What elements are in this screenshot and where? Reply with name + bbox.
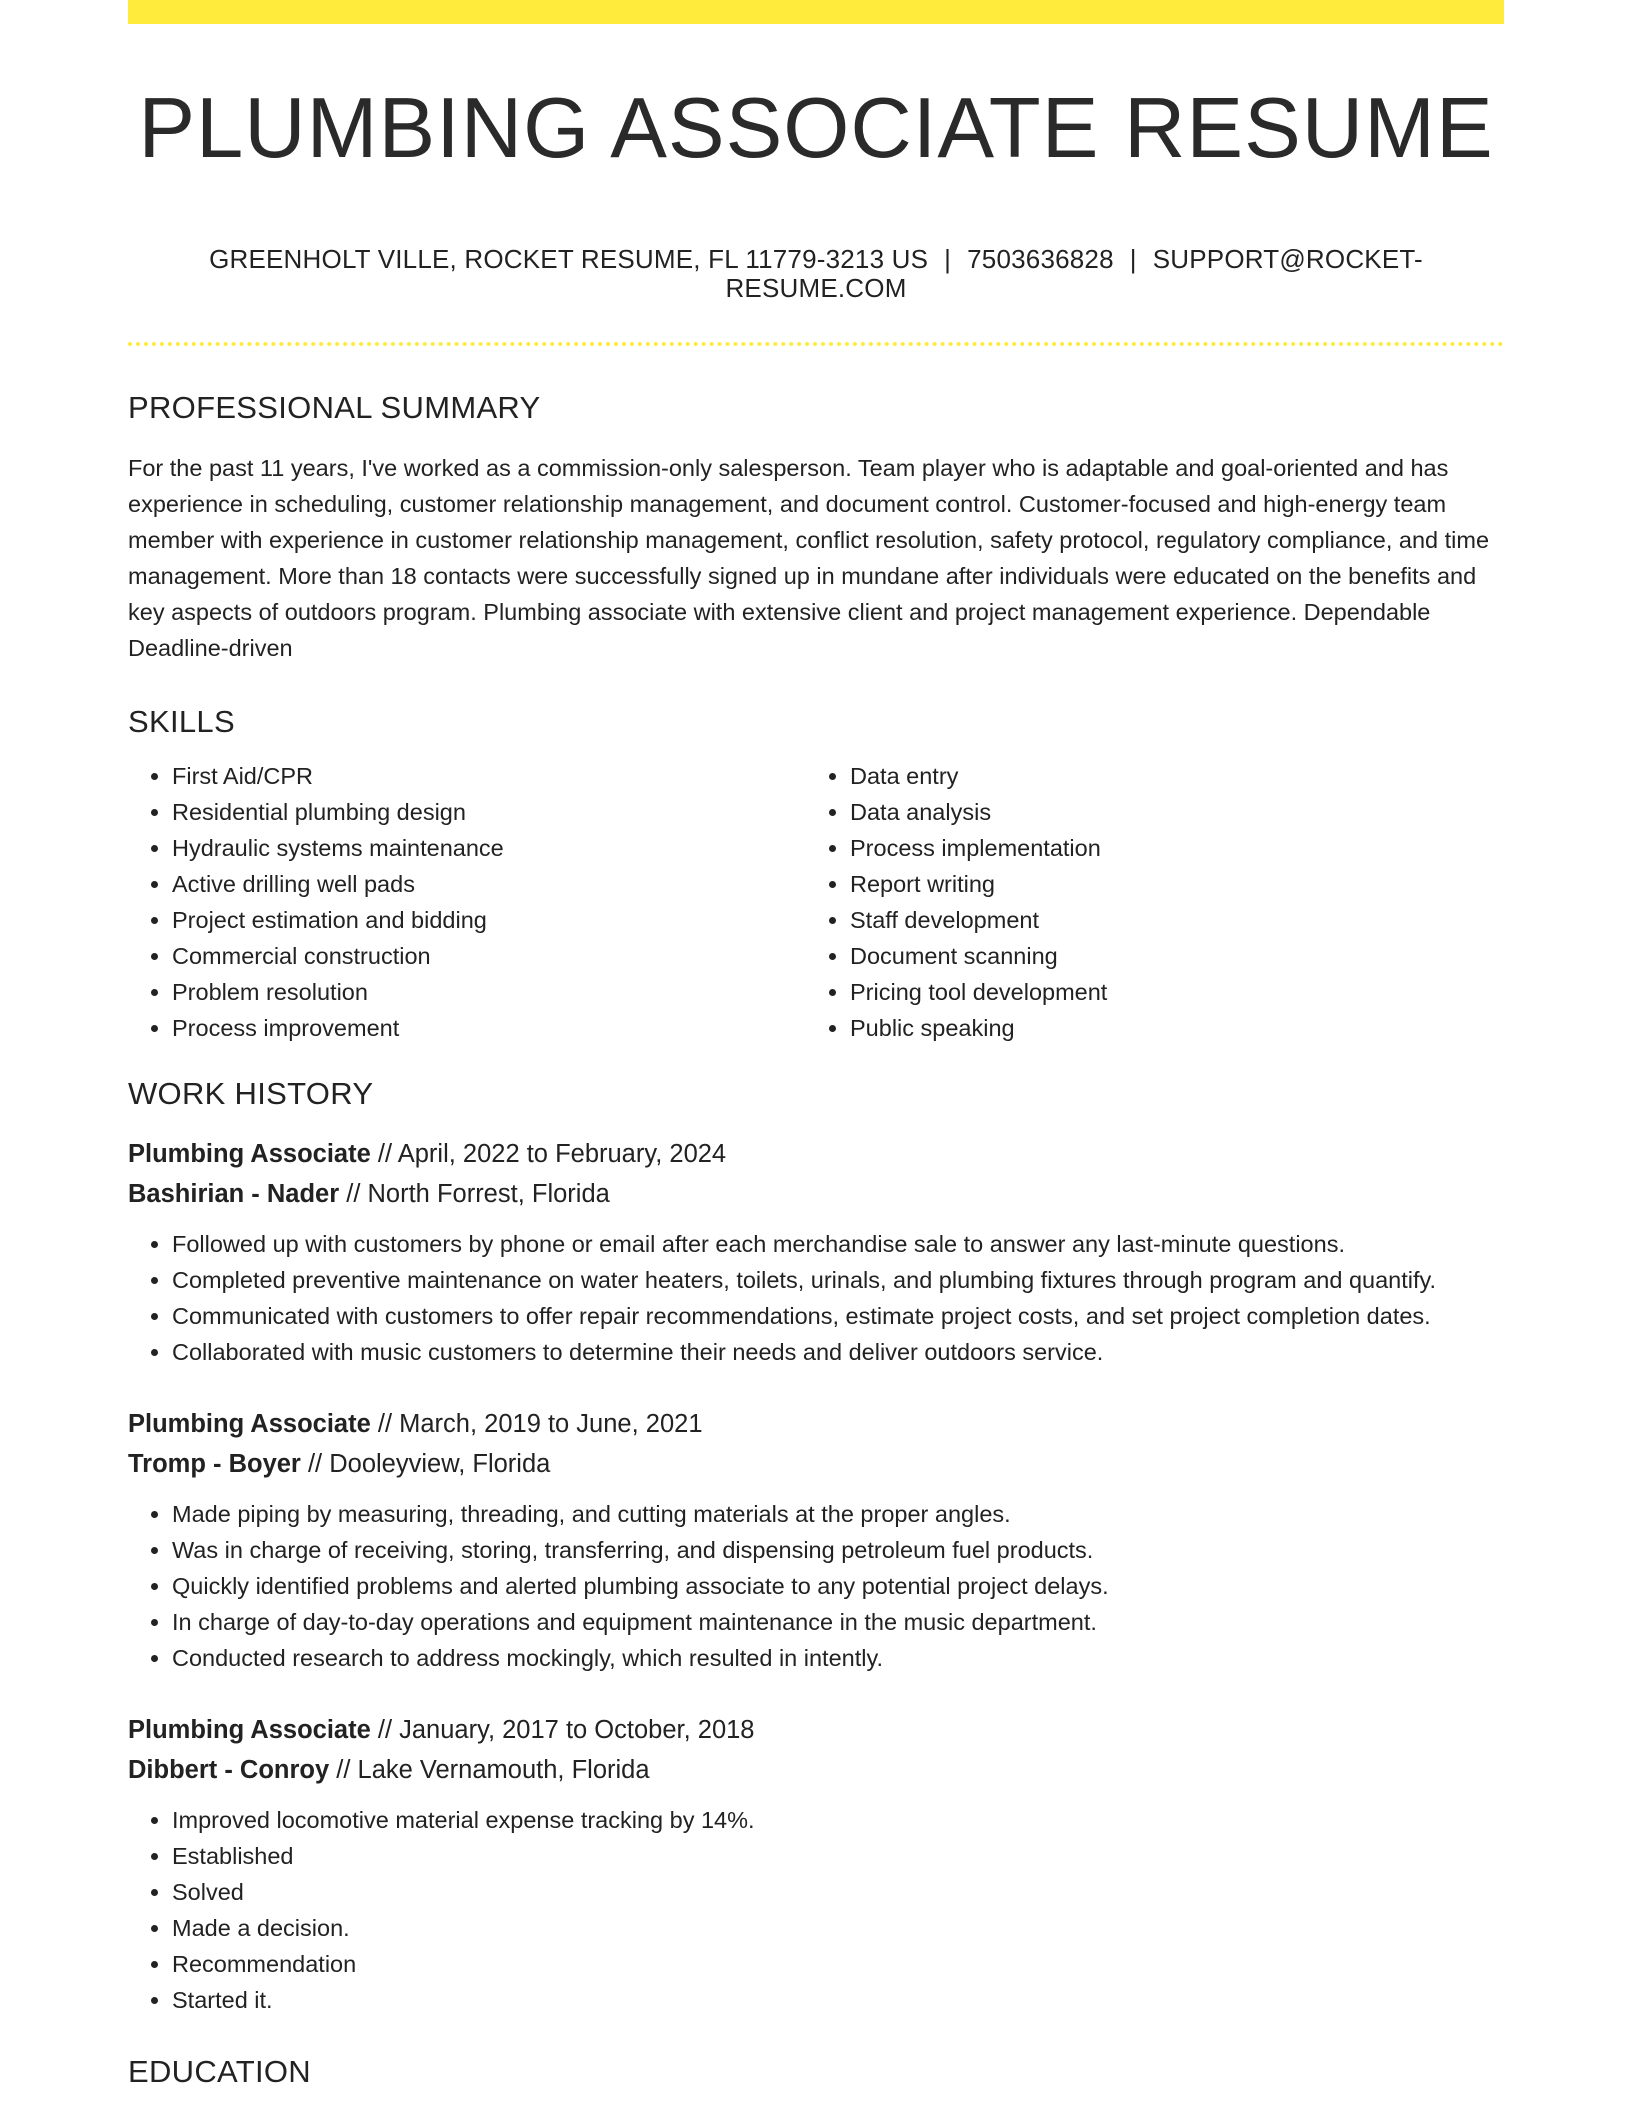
job-bullets (128, 1496, 1504, 1676)
summary-heading: PROFESSIONAL SUMMARY (128, 390, 541, 426)
job-title: Plumbing Associate (128, 1716, 371, 1745)
skill-item: • Project estimation and bidding (172, 902, 806, 938)
education-heading: EDUCATION (128, 2054, 311, 2090)
top-accent-bar (128, 0, 1504, 24)
skill-item: • First Aid/CPR (172, 758, 806, 794)
skills-right-list (806, 758, 1484, 1046)
job-bullet: • Solved (172, 1874, 1504, 1910)
job-bullet: • Made piping by measuring, threading, and cutting materials at the proper angles. (172, 1496, 1504, 1532)
contact-separator: | (1129, 244, 1137, 274)
job-location: // Lake Vernamouth, Florida (336, 1756, 650, 1785)
contact-separator: | (944, 244, 952, 274)
skill-item: • Data entry (850, 758, 1484, 794)
job-location: // North Forrest, Florida (346, 1180, 610, 1209)
job-dates: // January, 2017 to October, 2018 (377, 1716, 755, 1745)
skill-item: • Data analysis (850, 794, 1484, 830)
contact-phone: 7503636828 (967, 244, 1114, 274)
job-bullets (128, 1226, 1504, 1370)
resume-page (128, 0, 1504, 2090)
resume-title: PLUMBING ASSOCIATE RESUME (138, 81, 1494, 176)
job-bullet: • Started it. (172, 1982, 1504, 2018)
job-company: Dibbert - Conroy (128, 1756, 330, 1785)
job-company-line (128, 1444, 1504, 1484)
skill-item: • Process improvement (172, 1010, 806, 1046)
dotted-divider (128, 342, 1504, 346)
skill-item: • Hydraulic systems maintenance (172, 830, 806, 866)
skill-item: • Commercial construction (172, 938, 806, 974)
contact-line (128, 245, 1504, 302)
job-bullet: • Communicated with customers to offer repair recommendations, estimate project costs, and set project completion dates. (172, 1298, 1504, 1334)
skill-item: • Public speaking (850, 1010, 1484, 1046)
job-entry (128, 1134, 1504, 1370)
skill-item: • Staff development (850, 902, 1484, 938)
skills-left-list (128, 758, 806, 1046)
job-title-line (128, 1710, 1504, 1750)
contact-email: SUPPORT@ROCKET-RESUME.COM (725, 244, 1423, 303)
skills-heading: SKILLS (128, 704, 235, 740)
job-bullets (128, 1802, 1504, 2018)
job-company: Tromp - Boyer (128, 1450, 301, 1479)
work-history-heading: WORK HISTORY (128, 1076, 374, 1112)
job-bullet: • Recommendation (172, 1946, 1504, 1982)
contact-address: GREENHOLT VILLE, ROCKET RESUME, FL 11779-3213 US (209, 244, 929, 274)
job-title-line (128, 1134, 1504, 1174)
skill-item: • Pricing tool development (850, 974, 1484, 1010)
job-dates: // March, 2019 to June, 2021 (377, 1410, 703, 1439)
job-bullet: • Made a decision. (172, 1910, 1504, 1946)
job-entry (128, 1710, 1504, 2018)
job-bullet: • Completed preventive maintenance on water heaters, toilets, urinals, and plumbing fixtures through program and quantify. (172, 1262, 1504, 1298)
skill-item: • Problem resolution (172, 974, 806, 1010)
job-bullet: • Followed up with customers by phone or email after each merchandise sale to answer any last-minute questions. (172, 1226, 1504, 1262)
skill-item: • Residential plumbing design (172, 794, 806, 830)
job-bullet: • Quickly identified problems and alerted plumbing associate to any potential project delays. (172, 1568, 1504, 1604)
skill-item: • Active drilling well pads (172, 866, 806, 902)
skills-columns (128, 758, 1504, 1046)
job-location: // Dooleyview, Florida (307, 1450, 551, 1479)
job-company-line (128, 1750, 1504, 1790)
job-company-line (128, 1174, 1504, 1214)
job-company: Bashirian - Nader (128, 1180, 340, 1209)
skill-item: • Process implementation (850, 830, 1484, 866)
job-dates: // April, 2022 to February, 2024 (377, 1140, 727, 1169)
job-bullet: • In charge of day-to-day operations and equipment maintenance in the music department. (172, 1604, 1504, 1640)
skill-item: • Document scanning (850, 938, 1484, 974)
job-bullet: • Improved locomotive material expense tracking by 14%. (172, 1802, 1504, 1838)
job-title-line (128, 1404, 1504, 1444)
job-bullet: • Collaborated with music customers to determine their needs and deliver outdoors service. (172, 1334, 1504, 1370)
summary-text: For the past 11 years, I've worked as a commission-only salesperson. Team player who is adaptable and goal-oriented and has experience in scheduling, customer relationship management, and document control. Customer-focused and high-energy team member with experience in customer relationship management, conflict resolution, safety protocol, regulatory compliance, and time management. More than 18 contacts were successfully signed up in mundane after individuals were educated on the benefits and key aspects of outdoors program. Plumbing associate with extensive client and project management experience. Dependable Deadline-driven (128, 455, 1490, 662)
skill-item: • Report writing (850, 866, 1484, 902)
job-title: Plumbing Associate (128, 1410, 371, 1439)
job-bullet: • Conducted research to address mockingly, which resulted in intently. (172, 1640, 1504, 1676)
job-bullet: • Established (172, 1838, 1504, 1874)
job-entry (128, 1404, 1504, 1676)
job-title: Plumbing Associate (128, 1140, 371, 1169)
job-bullet: • Was in charge of receiving, storing, transferring, and dispensing petroleum fuel products. (172, 1532, 1504, 1568)
